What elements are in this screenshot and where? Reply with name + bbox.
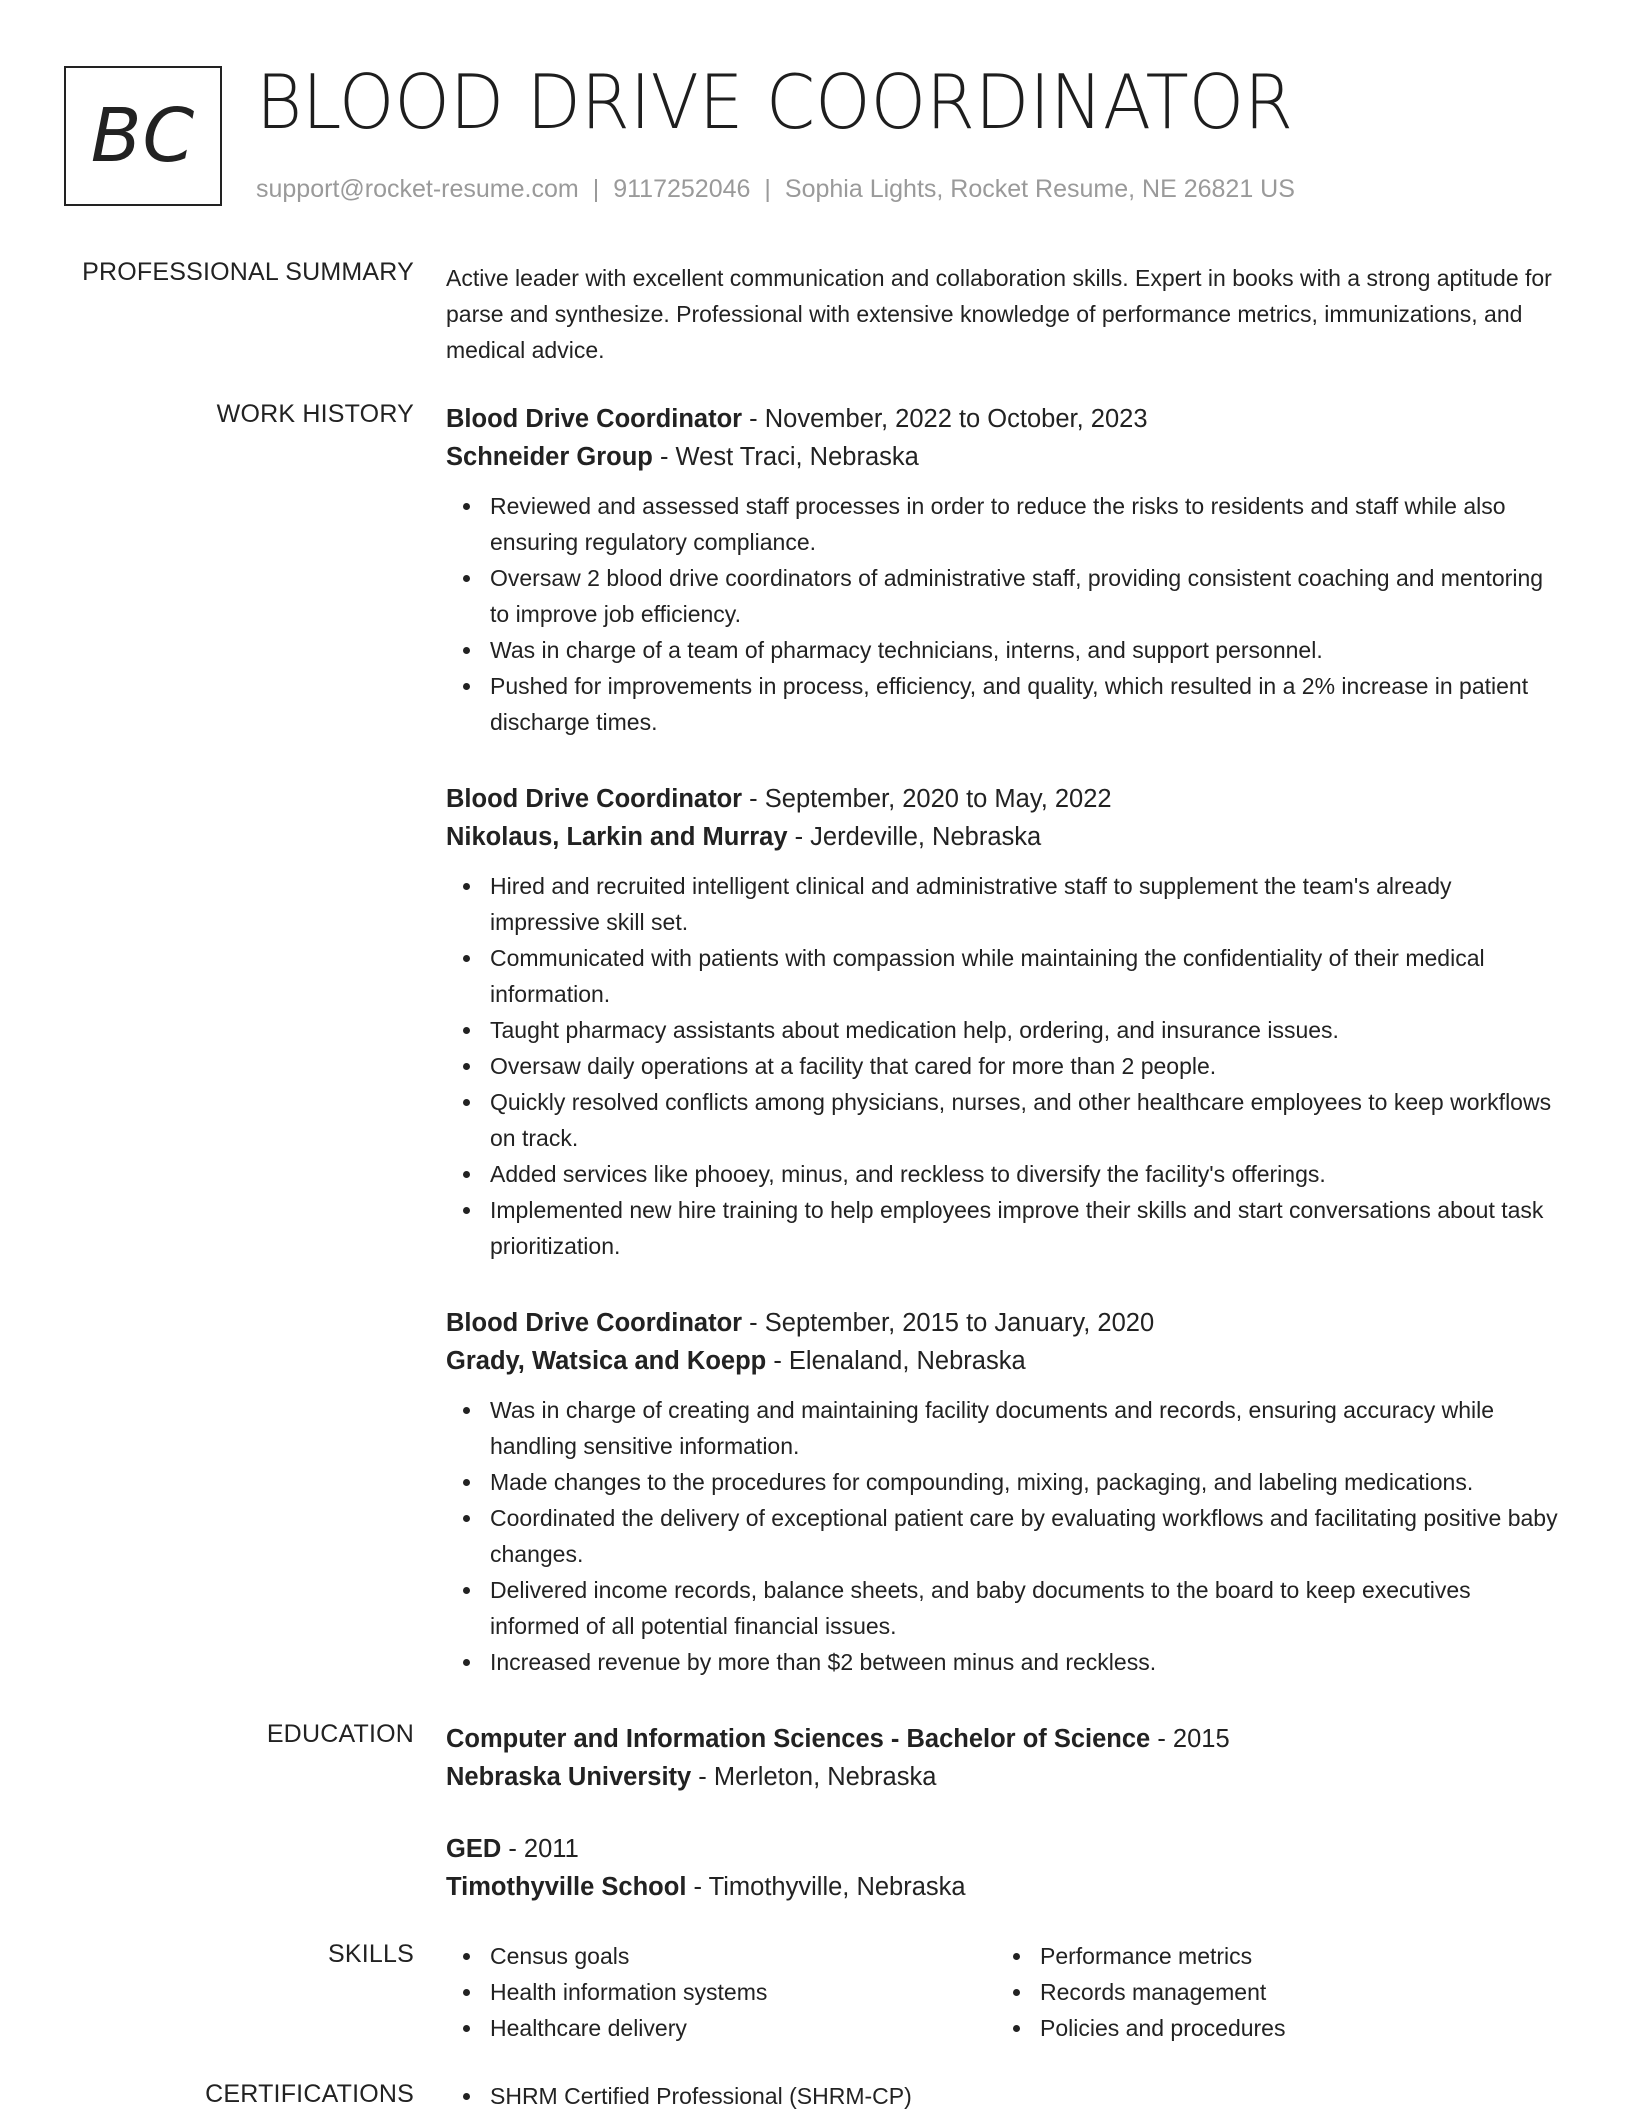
list-item: Performance metrics [1040,1938,1546,1974]
job-title: Blood Drive Coordinator [446,405,743,433]
list-item: Hired and recruited intelligent clinical and administrative staff to supplement the team's already impressive skill set. [490,868,1566,940]
section-label-skills: SKILLS [328,1940,414,1968]
education-degree: GED [446,1835,502,1863]
job-title: Blood Drive Coordinator [446,1309,743,1337]
list-item: Oversaw 2 blood drive coordinators of administrative staff, providing consistent coaching and mentoring to improve job efficiency. [490,560,1566,632]
list-item: Implemented new hire training to help employees improve their skills and start conversations about task prioritization. [490,1192,1566,1264]
list-item: Delivered income records, balance sheets, and baby documents to the board to keep executives informed of all potential financial issues. [490,1572,1566,1644]
list-item: Pushed for improvements in process, efficiency, and quality, which resulted in a 2% increase in patient discharge times. [490,668,1566,740]
job-company: Schneider Group [446,443,653,471]
education-entry [446,1720,1566,1796]
job-title-line [446,400,1566,438]
job-entry [446,1304,1566,1680]
job-entry [446,780,1566,1264]
monogram-badge: BC [64,66,222,206]
job-location: - West Traci, Nebraska [652,443,919,471]
job-company: Nikolaus, Larkin and Murray [446,823,788,851]
education-location: - Timothyville, Nebraska [686,1873,966,1901]
list-item: Added services like phooey, minus, and reckless to diversify the facility's offerings. [490,1156,1566,1192]
contact-separator: | [764,175,771,203]
job-bullets [446,868,1566,1264]
certifications-list-wrap [446,2078,1566,2114]
list-item: Coordinated the delivery of exceptional patient care by evaluating workflows and facilitating positive baby changes. [490,1500,1566,1572]
job-title-line [446,780,1566,818]
contact-phone[interactable]: 9117252046 [613,175,751,203]
job-location: - Elenaland, Nebraska [766,1347,1026,1375]
job-company: Grady, Watsica and Koepp [446,1347,767,1375]
education-degree-line [446,1830,1566,1868]
job-bullets [446,1392,1566,1680]
page-title: BLOOD DRIVE COORDINATOR [256,58,1294,146]
list-item: Quickly resolved conflicts among physicians, nurses, and other healthcare employees to keep workflows on track. [490,1084,1566,1156]
job-title: Blood Drive Coordinator [446,785,743,813]
education-degree: Computer and Information Sciences - Bachelor of Science [446,1725,1151,1753]
job-company-line [446,438,1566,476]
education-school-line [446,1868,1566,1906]
list-item: Healthcare delivery [490,2010,996,2046]
contact-address: Sophia Lights, Rocket Resume, NE 26821 US [784,175,1295,203]
list-item: Made changes to the procedures for compounding, mixing, packaging, and labeling medications. [490,1464,1566,1500]
job-bullets [446,488,1566,740]
list-item: Taught pharmacy assistants about medication help, ordering, and insurance issues. [490,1012,1566,1048]
contact-separator: | [592,175,600,203]
education-school: Nebraska University [446,1763,692,1791]
contact-line [256,175,1295,204]
section-label-summary: PROFESSIONAL SUMMARY [82,258,414,286]
list-item: Health information systems [490,1974,996,2010]
list-item: Communicated with patients with compassion while maintaining the confidentiality of their medical information. [490,940,1566,1012]
list-item: Was in charge of a team of pharmacy technicians, interns, and support personnel. [490,632,1566,668]
list-item: Records management [1040,1974,1546,2010]
job-dates: - November, 2022 to October, 2023 [742,405,1148,433]
skills-column-right [996,1938,1546,2046]
job-location: - Jerdeville, Nebraska [787,823,1042,851]
education-year: - 2015 [1150,1725,1230,1753]
list-item: Policies and procedures [1040,2010,1546,2046]
skills-column-left [446,1938,996,2046]
certifications-list [446,2078,1566,2114]
education-degree-line [446,1720,1566,1758]
education-location: - Merleton, Nebraska [691,1763,937,1791]
list-item: Reviewed and assessed staff processes in order to reduce the risks to residents and staff while also ensuring regulatory compliance. [490,488,1566,560]
job-dates: - September, 2020 to May, 2022 [742,785,1112,813]
job-entry [446,400,1566,740]
contact-email[interactable]: support@rocket-resume.com [256,175,579,203]
list-item: Increased revenue by more than $2 between minus and reckless. [490,1644,1566,1680]
education-year: - 2011 [501,1835,579,1863]
job-dates: - September, 2015 to January, 2020 [742,1309,1155,1337]
skills-grid [446,1938,1566,2046]
section-label-certifications: CERTIFICATIONS [205,2080,414,2108]
list-item: Census goals [490,1938,996,1974]
list-item: Oversaw daily operations at a facility that cared for more than 2 people. [490,1048,1566,1084]
section-label-education: EDUCATION [266,1720,414,1748]
education-school: Timothyville School [446,1873,687,1901]
education-school-line [446,1758,1566,1796]
education-entry [446,1830,1566,1906]
job-company-line [446,1342,1566,1380]
summary-text: Active leader with excellent communication and collaboration skills. Expert in books with a strong aptitude for parse and synthesize. Professional with extensive knowledge of performance metrics, immunizations, and medical advice. [446,265,1552,363]
list-item: Was in charge of creating and maintaining facility documents and records, ensuring accuracy while handling sensitive information. [490,1392,1566,1464]
section-label-work-history: WORK HISTORY [216,400,414,428]
job-company-line [446,818,1566,856]
list-item: SHRM Certified Professional (SHRM-CP) [490,2078,1566,2114]
job-title-line [446,1304,1566,1342]
